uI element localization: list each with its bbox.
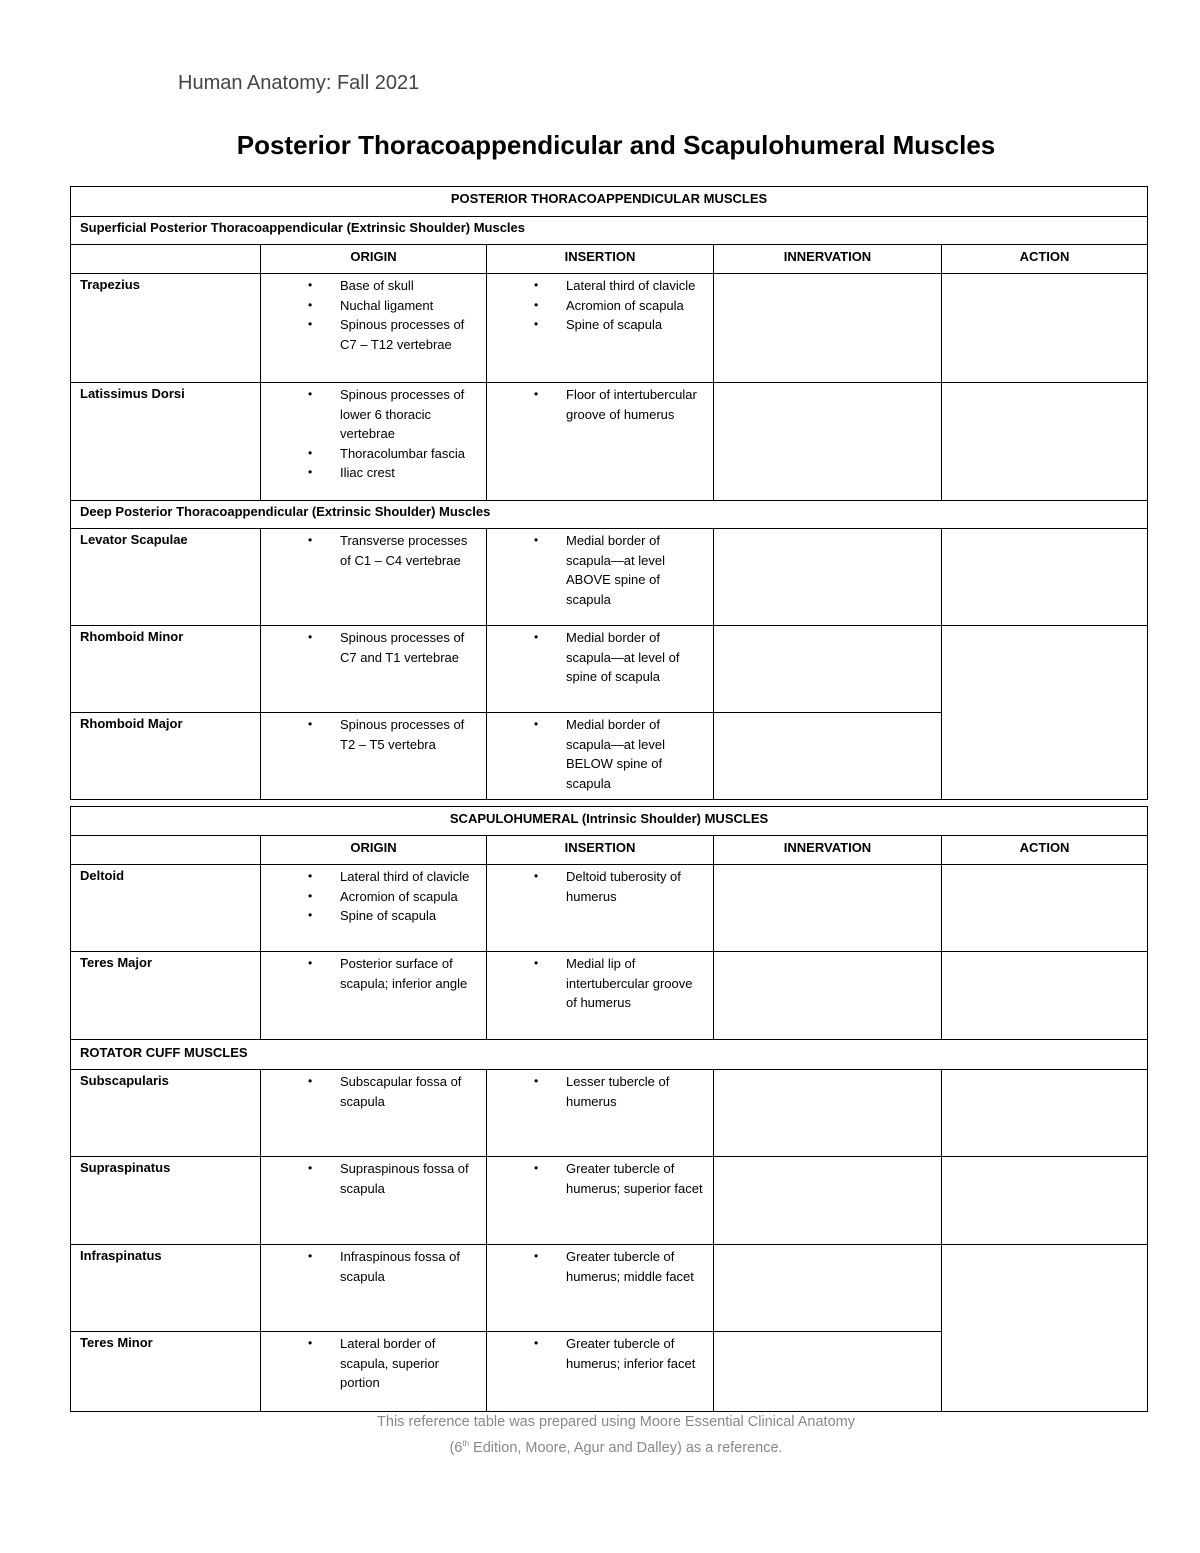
origin-cell <box>261 713 487 800</box>
action-cell[interactable] <box>942 952 1148 1040</box>
origin-cell <box>261 529 487 626</box>
rotator-cuff-heading: ROTATOR CUFF MUSCLES <box>71 1040 1148 1070</box>
column-header-innervation: INNERVATION <box>714 836 942 865</box>
insertion-cell <box>487 383 714 501</box>
muscle-name: Rhomboid Major <box>71 713 261 800</box>
bullet-list <box>261 274 486 354</box>
origin-cell <box>261 865 487 952</box>
column-header-muscle <box>71 836 261 865</box>
footer-reference-line2 <box>0 1433 1200 1459</box>
bullet-list <box>487 1070 713 1111</box>
list-item: • Lateral third of clavicle <box>261 867 478 887</box>
muscle-name: Rhomboid Minor <box>71 626 261 713</box>
bullet-list <box>487 1157 713 1198</box>
origin-cell <box>261 1070 487 1157</box>
table-row <box>71 626 1148 713</box>
list-item: • Greater tubercle of humerus; middle facet <box>487 1247 705 1286</box>
origin-cell <box>261 1157 487 1245</box>
list-item: • Base of skull <box>261 276 478 296</box>
bullet-list <box>261 952 486 993</box>
list-item: • Spinous processes of lower 6 thoracic vertebrae <box>261 385 478 444</box>
section-heading: SCAPULOHUMERAL (Intrinsic Shoulder) MUSCLES <box>71 807 1148 836</box>
bullet-list <box>487 383 713 424</box>
column-header-insertion: INSERTION <box>487 836 714 865</box>
bullet-list <box>261 865 486 926</box>
innervation-cell[interactable] <box>714 626 942 713</box>
muscle-name: Latissimus Dorsi <box>71 383 261 501</box>
list-item: • Transverse processes of C1 – C4 vertebrae <box>261 531 478 570</box>
innervation-cell[interactable] <box>714 1245 942 1332</box>
insertion-cell <box>487 1157 714 1245</box>
list-item: • Spine of scapula <box>487 315 705 335</box>
muscle-name: Trapezius <box>71 274 261 383</box>
page-title: Posterior Thoracoappendicular and Scapulohumeral Muscles <box>236 130 996 160</box>
bullet-list <box>487 626 713 687</box>
bullet-list <box>261 1157 486 1198</box>
innervation-cell[interactable] <box>714 713 942 800</box>
column-header-action: ACTION <box>942 245 1148 274</box>
bullet-list <box>261 1332 486 1393</box>
insertion-cell <box>487 1332 714 1412</box>
table-row <box>71 865 1148 952</box>
posterior-thoracoappendicular-table <box>70 186 1148 800</box>
action-cell-merged[interactable] <box>942 626 1148 800</box>
action-cell[interactable] <box>942 529 1148 626</box>
footer-text: Edition, Moore, Agur and Dalley) as a reference. <box>469 1439 783 1456</box>
insertion-cell <box>487 626 714 713</box>
list-item: • Supraspinous fossa of scapula <box>261 1159 478 1198</box>
innervation-cell[interactable] <box>714 952 942 1040</box>
action-cell[interactable] <box>942 865 1148 952</box>
column-header-origin: ORIGIN <box>261 836 487 865</box>
innervation-cell[interactable] <box>714 529 942 626</box>
column-header-action: ACTION <box>942 836 1148 865</box>
action-cell[interactable] <box>942 1070 1148 1157</box>
bullet-list <box>261 626 486 667</box>
bullet-list <box>487 865 713 906</box>
table-row <box>71 1157 1148 1245</box>
origin-cell <box>261 626 487 713</box>
bullet-list <box>261 1070 486 1111</box>
innervation-cell[interactable] <box>714 274 942 383</box>
table-row <box>71 383 1148 501</box>
course-label: Human Anatomy: Fall 2021 <box>178 72 420 94</box>
footer-superscript: th <box>462 1439 470 1448</box>
bullet-list <box>487 529 713 609</box>
bullet-list <box>487 274 713 335</box>
action-cell[interactable] <box>942 383 1148 501</box>
list-item: • Acromion of scapula <box>487 296 705 316</box>
table-row <box>71 274 1148 383</box>
list-item: • Spinous processes of C7 and T1 vertebrae <box>261 628 478 667</box>
list-item: • Medial border of scapula—at level ABOVE spine of scapula <box>487 531 705 609</box>
insertion-cell <box>487 713 714 800</box>
footer-text: (6 <box>449 1439 463 1456</box>
column-header-origin: ORIGIN <box>261 245 487 274</box>
origin-cell <box>261 1332 487 1412</box>
list-item: • Thoracolumbar fascia <box>261 444 478 464</box>
list-item: • Spine of scapula <box>261 906 478 926</box>
bullet-list <box>261 1245 486 1286</box>
footer-reference-line1: This reference table was prepared using Moore Essential Clinical Anatomy <box>377 1414 855 1430</box>
list-item: • Lesser tubercle of humerus <box>487 1072 705 1111</box>
column-header-innervation: INNERVATION <box>714 245 942 274</box>
list-item: • Posterior surface of scapula; inferior angle <box>261 954 478 993</box>
origin-cell <box>261 383 487 501</box>
bullet-list <box>261 529 486 570</box>
list-item: • Greater tubercle of humerus; superior facet <box>487 1159 705 1198</box>
insertion-cell <box>487 1070 714 1157</box>
list-item: • Medial lip of intertubercular groove of humerus <box>487 954 705 1013</box>
muscle-name: Infraspinatus <box>71 1245 261 1332</box>
list-item: • Spinous processes of C7 – T12 vertebrae <box>261 315 478 354</box>
column-header-insertion: INSERTION <box>487 245 714 274</box>
muscle-name: Levator Scapulae <box>71 529 261 626</box>
table-row <box>71 952 1148 1040</box>
list-item: • Nuchal ligament <box>261 296 478 316</box>
origin-cell <box>261 1245 487 1332</box>
list-item: • Iliac crest <box>261 463 478 483</box>
bullet-list <box>261 713 486 754</box>
innervation-cell[interactable] <box>714 865 942 952</box>
muscle-name: Deltoid <box>71 865 261 952</box>
list-item: • Lateral border of scapula, superior portion <box>261 1334 478 1393</box>
list-item: • Deltoid tuberosity of humerus <box>487 867 705 906</box>
insertion-cell <box>487 529 714 626</box>
innervation-cell[interactable] <box>714 1157 942 1245</box>
list-item: • Floor of intertubercular groove of humerus <box>487 385 705 424</box>
list-item: • Subscapular fossa of scapula <box>261 1072 478 1111</box>
muscle-name: Teres Major <box>71 952 261 1040</box>
section-heading: POSTERIOR THORACOAPPENDICULAR MUSCLES <box>71 187 1148 217</box>
insertion-cell <box>487 952 714 1040</box>
subsection-heading-deep: Deep Posterior Thoracoappendicular (Extrinsic Shoulder) Muscles <box>71 501 1148 529</box>
list-item: • Lateral third of clavicle <box>487 276 705 296</box>
column-header-muscle <box>71 245 261 274</box>
bullet-list <box>261 383 486 483</box>
insertion-cell <box>487 865 714 952</box>
subsection-heading-superficial: Superficial Posterior Thoracoappendicular (Extrinsic Shoulder) Muscles <box>71 217 1148 245</box>
bullet-list <box>487 713 713 793</box>
action-cell[interactable] <box>942 274 1148 383</box>
list-item: • Acromion of scapula <box>261 887 478 907</box>
muscle-name: Subscapularis <box>71 1070 261 1157</box>
scapulohumeral-table <box>70 806 1148 1412</box>
list-item: • Infraspinous fossa of scapula <box>261 1247 478 1286</box>
list-item: • Medial border of scapula—at level BELOW spine of scapula <box>487 715 705 793</box>
bullet-list <box>487 1245 713 1286</box>
action-cell-merged[interactable] <box>942 1245 1148 1412</box>
list-item: • Greater tubercle of humerus; inferior facet <box>487 1334 705 1373</box>
insertion-cell <box>487 1245 714 1332</box>
muscle-name: Supraspinatus <box>71 1157 261 1245</box>
muscle-name: Teres Minor <box>71 1332 261 1412</box>
list-item: • Spinous processes of T2 – T5 vertebra <box>261 715 478 754</box>
bullet-list <box>487 952 713 1013</box>
table-row <box>71 1245 1148 1332</box>
table-row <box>71 1070 1148 1157</box>
table-row <box>71 529 1148 626</box>
action-cell[interactable] <box>942 1157 1148 1245</box>
origin-cell <box>261 274 487 383</box>
insertion-cell <box>487 274 714 383</box>
innervation-cell[interactable] <box>714 1332 942 1412</box>
bullet-list <box>487 1332 713 1373</box>
list-item: • Medial border of scapula—at level of spine of scapula <box>487 628 705 687</box>
innervation-cell[interactable] <box>714 383 942 501</box>
origin-cell <box>261 952 487 1040</box>
innervation-cell[interactable] <box>714 1070 942 1157</box>
